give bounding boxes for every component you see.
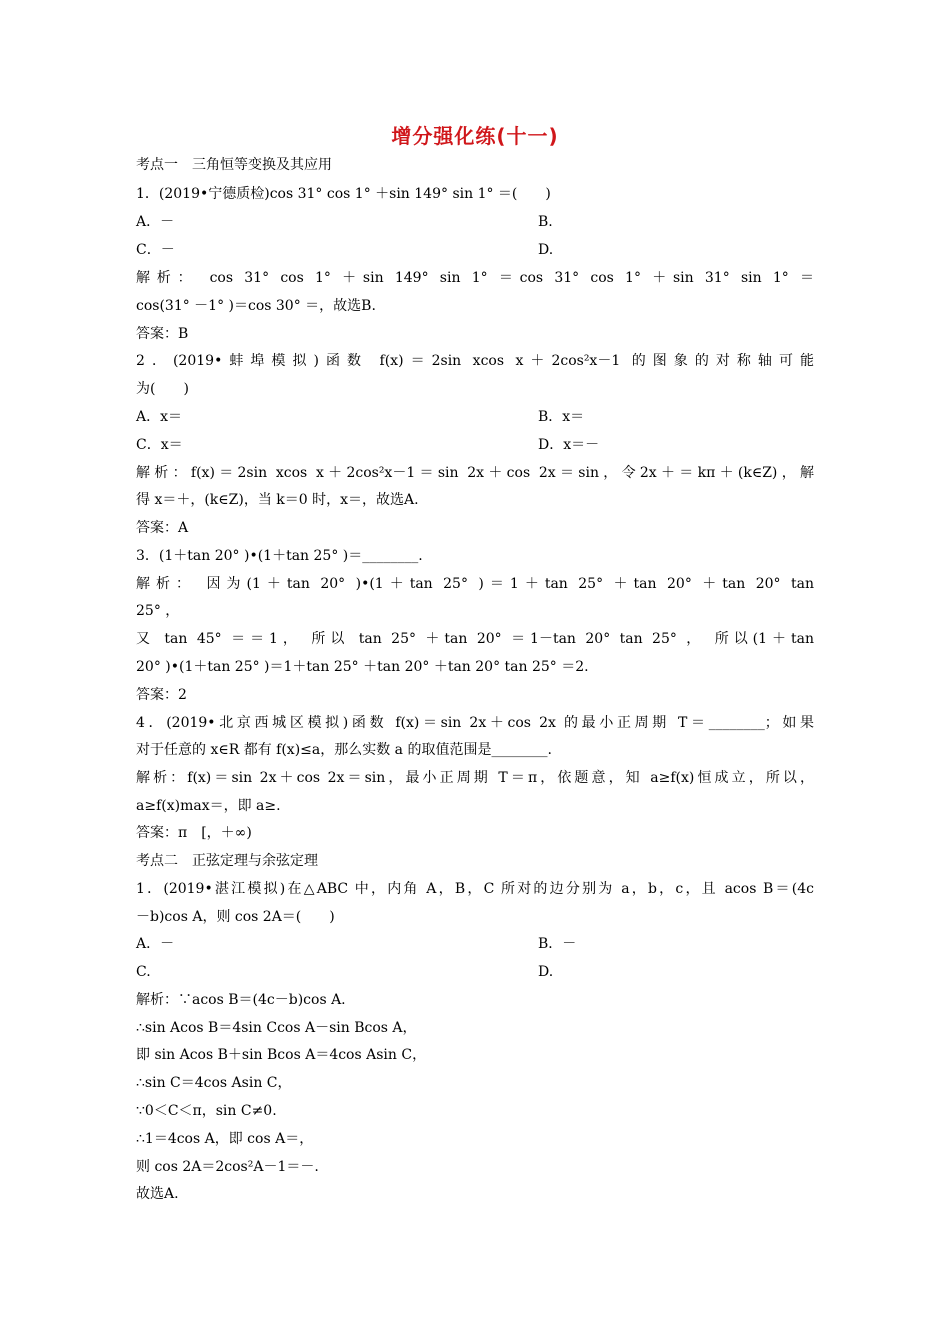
s2-solution-line-1: 解析：∵acos B＝(4c－b)cos A. <box>136 992 346 1008</box>
s2-solution-line-7: 则 cos 2A＝2cos²A－1＝－. <box>136 1159 319 1175</box>
question-4-stem-line-2: 对于任意的 x∈R 都有 f(x)≤a，那么实数 a 的取值范围是________. <box>136 742 552 758</box>
question-1-answer: 答案：B <box>136 326 189 342</box>
s2-question-1-option-b: B．－ <box>538 936 577 952</box>
question-2-option-a: A．x＝ <box>136 409 183 425</box>
question-3-solution-line-1: 解析： 因为(1＋tan 20° )•(1＋tan 25° )＝1＋tan 25° ＋tan 20° ＋tan 20° tan <box>136 576 814 592</box>
section-heading-2: 考点二 正弦定理与余弦定理 <box>136 853 318 869</box>
question-4-solution-line-2: a≥f(x)max＝，即 a≥. <box>136 798 281 814</box>
question-2-solution-line-2: 得 x＝＋，(k∈Z)，当 k＝0 时，x＝，故选A. <box>136 492 419 508</box>
question-3-stem: 3．(1＋tan 20° )•(1＋tan 25° )＝________. <box>136 548 423 564</box>
question-3-solution-line-2: 25° ， <box>136 603 180 619</box>
s2-solution-line-5: ∵0＜C＜π，sin C≠0. <box>136 1103 277 1119</box>
question-1-option-d: D. <box>538 242 554 258</box>
question-2-solution-line-1: 解析：f(x)＝2sin xcos x＋2cos²x－1＝sin 2x＋cos 2x＝sin，令2x＋＝kπ＋(k∈Z)，解 <box>136 465 814 481</box>
question-3-answer: 答案：2 <box>136 687 187 703</box>
section-heading-1: 考点一 三角恒等变换及其应用 <box>136 157 332 173</box>
question-2-option-d: D．x＝－ <box>538 437 600 453</box>
s2-solution-line-3: 即 sin Acos B＋sin Bcos A＝4cos Asin C， <box>136 1047 427 1063</box>
question-2-stem-line-1: 2．(2019•蚌埠模拟)函数 f(x)＝2sin xcos x＋2cos²x－1 的图象的对称轴可能 <box>136 353 814 369</box>
question-2-option-c: C．x＝ <box>136 437 183 453</box>
question-2-option-b: B．x＝ <box>538 409 585 425</box>
question-2-answer: 答案：A <box>136 520 189 536</box>
s2-solution-line-2: ∴sin Acos B＝4sin Ccos A－sin Bcos A， <box>136 1020 417 1036</box>
s2-solution-line-8: 故选A. <box>136 1186 179 1202</box>
question-1-option-b: B. <box>538 214 553 230</box>
question-2-stem-line-2: 为( ) <box>136 381 189 397</box>
s2-solution-line-4: ∴sin C＝4cos Asin C， <box>136 1075 292 1091</box>
question-1-option-a: A．－ <box>136 214 175 230</box>
question-1-option-c: C．－ <box>136 242 175 258</box>
s2-question-1-stem-line-2: －b)cos A，则 cos 2A＝( ) <box>136 909 335 925</box>
s2-question-1-stem-line-1: 1．(2019•湛江模拟)在△ABC 中，内角 A，B，C 所对的边分别为 a，b，c，且 acos B＝(4c <box>136 881 814 897</box>
s2-solution-line-6: ∴1＝4cos A，即 cos A＝， <box>136 1131 314 1147</box>
page-title: 增分强化练(十一) <box>391 124 559 148</box>
question-1-stem: 1．(2019•宁德质检)cos 31° cos 1° ＋sin 149° sin 1° ＝( ) <box>136 186 551 202</box>
s2-question-1-option-d: D. <box>538 964 554 980</box>
question-1-solution-line-2: cos(31° －1° )＝cos 30° ＝，故选B. <box>136 298 376 314</box>
question-1-solution-line-1: 解析： cos 31° cos 1° ＋sin 149° sin 1° ＝cos 31° cos 1° ＋sin 31° sin 1° ＝ <box>136 270 814 286</box>
question-3-solution-line-4: 20° )•(1＋tan 25° )＝1＋tan 25° ＋tan 20° ＋tan 20° tan 25° ＝2. <box>136 659 589 675</box>
question-4-stem-line-1: 4．(2019•北京西城区模拟)函数 f(x)＝sin 2x＋cos 2x 的最小正周期 T＝________；如果 <box>136 715 814 731</box>
s2-question-1-option-a: A．－ <box>136 936 175 952</box>
question-4-answer: 答案：π [，＋∞) <box>136 825 252 841</box>
question-4-solution-line-1: 解析：f(x)＝sin 2x＋cos 2x＝sin，最小正周期 T＝π，依题意，知 a≥f(x)恒成立，所以， <box>136 770 814 786</box>
question-3-solution-line-3: 又 tan 45° ＝＝1， 所以 tan 25° ＋tan 20° ＝1－tan 20° tan 25° ， 所以(1＋tan <box>136 631 814 647</box>
s2-question-1-option-c: C. <box>136 964 151 980</box>
